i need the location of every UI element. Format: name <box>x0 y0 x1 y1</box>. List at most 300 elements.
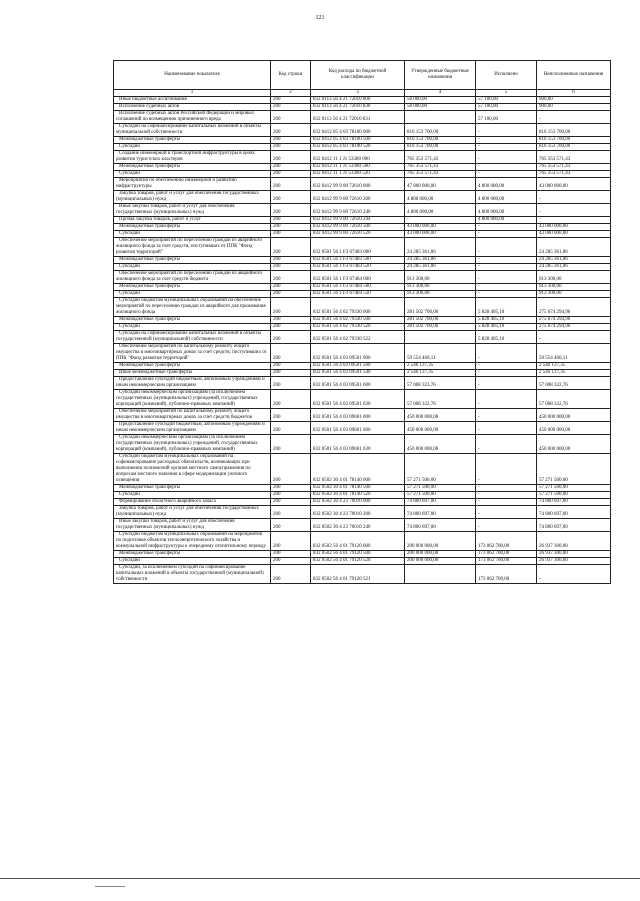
budget-code-cell: 832 0113 56 4 21 72010 830 <box>311 104 405 111</box>
approved-amount-cell: 74 800 697,00 <box>405 519 476 532</box>
budget-code-cell: 832 0502 30 4 01 78140 520 <box>311 492 405 499</box>
page-number: 121 <box>315 15 325 21</box>
budget-code-cell: 832 0501 56 4 02 79330 500 <box>311 317 405 324</box>
remaining-amount-cell: - <box>537 191 611 204</box>
executed-amount-cell: - <box>476 454 537 485</box>
remaining-amount-cell: 59 554 460,11 <box>537 344 611 363</box>
approved-amount-cell: 59 554 460,11 <box>405 344 476 363</box>
budget-code-cell: 832 0501 56 4 02 79330 000 <box>311 298 405 317</box>
executed-amount-cell: - <box>476 151 537 164</box>
executed-amount-cell: 4 800 000,00 <box>476 217 537 224</box>
table-row <box>114 291 611 298</box>
executed-amount-cell: - <box>476 377 537 390</box>
budget-code-cell: 832 0412 11 1 J1 53380 000 <box>311 151 405 164</box>
table-row <box>114 363 611 370</box>
line-code-cell: 200 <box>271 231 311 238</box>
approved-amount-cell: 200 000 000,00 <box>405 551 476 558</box>
approved-amount-cell: 4 800 000,00 <box>405 191 476 204</box>
column-number: 2 <box>271 90 311 97</box>
line-code-cell: 200 <box>271 363 311 370</box>
executed-amount-cell: 173 062 700,00 <box>476 551 537 558</box>
budget-code-cell: 832 0412 05 4 03 78100 000 <box>311 124 405 137</box>
line-code-cell: 200 <box>271 317 311 324</box>
table-row <box>114 331 611 344</box>
remaining-amount-cell: - <box>537 331 611 344</box>
budget-code-cell: 832 0501 56 4 03 09501 500 <box>311 363 405 370</box>
executed-amount-cell: - <box>476 499 537 506</box>
line-code-cell: 200 <box>271 390 311 409</box>
line-code-cell: 200 <box>271 519 311 532</box>
budget-code-cell: 832 0412 99 9 00 72610 200 <box>311 191 405 204</box>
executed-amount-cell: 4 800 000,00 <box>476 178 537 191</box>
table-row <box>114 151 611 164</box>
line-code-cell: 200 <box>271 492 311 499</box>
indicator-name-cell: Иные бюджетные ассигнования <box>114 97 271 104</box>
approved-amount-cell: 765 353 571,43 <box>405 171 476 178</box>
remaining-amount-cell: 24 285 361,06 <box>537 257 611 264</box>
budget-code-cell: 832 0501 56 1 F3 67484 500 <box>311 284 405 291</box>
budget-code-cell: 832 0501 56 4 03 09601 630 <box>311 435 405 454</box>
column-header: Неисполненные назначения <box>537 61 611 90</box>
indicator-name-cell: Субсидии <box>114 291 271 298</box>
line-code-cell: 200 <box>271 137 311 144</box>
remaining-amount-cell: 2 546 137,35 <box>537 363 611 370</box>
budget-code-cell: 832 0412 99 9 00 72610 520 <box>311 231 405 238</box>
line-code-cell: 200 <box>271 344 311 363</box>
remaining-amount-cell: 57 271 500,00 <box>537 454 611 485</box>
indicator-name-cell: Предоставление субсидий бюджетным, автономным учреждениям и иным некоммерческим организациям <box>114 422 271 435</box>
indicator-name-cell: Субсидии некоммерческим организациям (за исключением государственных (муниципальных) учреждений, государственных корпораций (компаний), публично-правовых компаний) <box>114 435 271 454</box>
remaining-amount-cell: 43 000 000,00 <box>537 224 611 231</box>
line-code-cell: 200 <box>271 164 311 171</box>
indicator-name-cell: Субсидии <box>114 324 271 331</box>
column-number-row <box>114 90 611 97</box>
indicator-name-cell: Иные закупки товаров, работ и услуг для обеспечения государственных (муниципальных) нужд <box>114 519 271 532</box>
line-code-cell: 200 <box>271 506 311 519</box>
remaining-amount-cell: 57 008 322,76 <box>537 377 611 390</box>
remaining-amount-cell: 450 000 000,00 <box>537 435 611 454</box>
line-code-cell: 200 <box>271 191 311 204</box>
remaining-amount-cell: - <box>537 111 611 124</box>
indicator-name-cell: Субсидии <box>114 264 271 271</box>
budget-code-cell: 832 0502 56 4 01 79120 521 <box>311 565 405 584</box>
approved-amount-cell: 24 285 361,06 <box>405 264 476 271</box>
approved-amount-cell: 450 000 000,00 <box>405 435 476 454</box>
budget-code-cell: 832 0501 56 1 F3 67483 000 <box>311 238 405 257</box>
remaining-amount-cell: - <box>537 204 611 217</box>
approved-amount-cell: 200 000 000,00 <box>405 532 476 551</box>
budget-code-cell: 832 0501 56 1 F3 67483 500 <box>311 257 405 264</box>
executed-amount-cell: 5 828 405,10 <box>476 298 537 317</box>
table-row <box>114 499 611 506</box>
remaining-amount-cell: 57 271 500,00 <box>537 492 611 499</box>
indicator-name-cell: Межбюджетные трансферты <box>114 257 271 264</box>
line-code-cell: 200 <box>271 454 311 485</box>
executed-amount-cell: - <box>476 492 537 499</box>
executed-amount-cell: 5 828 405,10 <box>476 317 537 324</box>
table-row <box>114 298 611 317</box>
approved-amount-cell: 57 008 322,76 <box>405 377 476 390</box>
line-code-cell: 200 <box>271 151 311 164</box>
remaining-amount-cell: - <box>537 217 611 224</box>
executed-amount-cell: - <box>476 171 537 178</box>
budget-code-cell: 832 0501 56 4 03 09501 540 <box>311 370 405 377</box>
remaining-amount-cell: 26 937 300,00 <box>537 532 611 551</box>
indicator-name-cell: Предоставление субсидий бюджетным, автономным учреждениям и иным некоммерческим организациям <box>114 377 271 390</box>
remaining-amount-cell: 24 285 361,06 <box>537 238 611 257</box>
indicator-name-cell: Закупка товаров, работ и услуг для обеспечения государственных (муниципальных) нужд <box>114 506 271 519</box>
indicator-name-cell: Обеспечение мероприятий по капитальному ремонту общего имущества в многоквартирных домах за счет средств бюджетов <box>114 409 271 422</box>
indicator-name-cell: Межбюджетные трансферты <box>114 485 271 492</box>
executed-amount-cell: - <box>476 264 537 271</box>
budget-code-cell: 832 0113 56 4 21 72010 800 <box>311 97 405 104</box>
budget-code-cell: 832 0501 56 1 F3 67484 000 <box>311 271 405 284</box>
budget-code-cell: 832 0412 11 1 J1 53380 500 <box>311 164 405 171</box>
approved-amount-cell: 281 502 700,06 <box>405 298 476 317</box>
column-header: Утвержденные бюджетные назначения <box>405 61 476 90</box>
executed-amount-cell: - <box>476 344 537 363</box>
executed-amount-cell: - <box>476 506 537 519</box>
line-code-cell: 200 <box>271 532 311 551</box>
executed-amount-cell: - <box>476 435 537 454</box>
executed-amount-cell: - <box>476 271 537 284</box>
indicator-name-cell: Межбюджетные трансферты <box>114 137 271 144</box>
table-row <box>114 238 611 257</box>
approved-amount-cell: 57 008 322,76 <box>405 390 476 409</box>
table-row <box>114 519 611 532</box>
executed-amount-cell: - <box>476 390 537 409</box>
approved-amount-cell: 74 800 697,00 <box>405 499 476 506</box>
executed-amount-cell: 5 828 405,10 <box>476 331 537 344</box>
indicator-name-cell: Межбюджетные трансферты <box>114 317 271 324</box>
remaining-amount-cell: 26 937 300,00 <box>537 551 611 558</box>
table-row <box>114 271 611 284</box>
budget-code-cell: 832 0502 30 4 23 70010 000 <box>311 499 405 506</box>
column-header: Наименование показателя <box>114 61 271 90</box>
approved-amount-cell: 47 800 000,00 <box>405 178 476 191</box>
remaining-amount-cell: 43 000 000,00 <box>537 178 611 191</box>
remaining-amount-cell: 765 353 571,43 <box>537 164 611 171</box>
budget-code-cell: 832 0113 56 4 21 72010 831 <box>311 111 405 124</box>
executed-amount-cell: - <box>476 224 537 231</box>
budget-code-cell: 832 0501 56 4 03 09601 000 <box>311 409 405 422</box>
line-code-cell: 200 <box>271 97 311 104</box>
line-code-cell: 200 <box>271 291 311 298</box>
approved-amount-cell: - <box>405 217 476 224</box>
approved-amount-cell: 24 285 361,06 <box>405 257 476 264</box>
remaining-amount-cell: 765 353 571,43 <box>537 171 611 178</box>
executed-amount-cell: 173 062 700,00 <box>476 565 537 584</box>
executed-amount-cell: 4 800 000,00 <box>476 204 537 217</box>
line-code-cell: 200 <box>271 284 311 291</box>
remaining-amount-cell: 450 000 000,00 <box>537 409 611 422</box>
executed-amount-cell: - <box>476 485 537 492</box>
executed-amount-cell: - <box>476 257 537 264</box>
line-code-cell: 200 <box>271 298 311 317</box>
table-row <box>114 104 611 111</box>
column-number: 4 <box>405 90 476 97</box>
executed-amount-cell: - <box>476 370 537 377</box>
column-number: 1 <box>114 90 271 97</box>
budget-code-cell: 832 0412 99 9 00 72610 000 <box>311 178 405 191</box>
line-code-cell: 200 <box>271 171 311 178</box>
executed-amount-cell: - <box>476 422 537 435</box>
remaining-amount-cell: - <box>537 565 611 584</box>
column-number: 6 <box>537 90 611 97</box>
line-code-cell: 200 <box>271 324 311 331</box>
budget-code-cell: 832 0502 30 4 23 70010 240 <box>311 519 405 532</box>
indicator-name-cell: Субсидии бюджетам муниципальных образований на обеспечение мероприятий по переселению граждан из аварийного для проживания жилищного фонда <box>114 298 271 317</box>
approved-amount-cell: 57 271 500,00 <box>405 454 476 485</box>
remaining-amount-cell: 816 153 700,00 <box>537 124 611 137</box>
approved-amount-cell: 816 153 700,00 <box>405 144 476 151</box>
table-row <box>114 257 611 264</box>
line-code-cell: 200 <box>271 264 311 271</box>
remaining-amount-cell: 913 300,00 <box>537 284 611 291</box>
table-row <box>114 435 611 454</box>
approved-amount-cell: 58 000,00 <box>405 97 476 104</box>
executed-amount-cell: 173 062 700,00 <box>476 532 537 551</box>
page-bottom-rule <box>0 878 640 879</box>
table-row <box>114 191 611 204</box>
indicator-name-cell: Обеспечение мероприятий по переселению граждан из аварийного жилищного фонда за счет средств бюджета <box>114 271 271 284</box>
table-row <box>114 370 611 377</box>
budget-code-cell: 832 0502 56 4 01 79120 520 <box>311 558 405 565</box>
executed-amount-cell: - <box>476 124 537 137</box>
approved-amount-cell: 74 800 697,00 <box>405 506 476 519</box>
remaining-amount-cell: 765 353 571,43 <box>537 151 611 164</box>
line-code-cell: 200 <box>271 204 311 217</box>
budget-code-cell: 832 0501 56 4 03 09601 600 <box>311 422 405 435</box>
indicator-name-cell: Субсидии, за исключением субсидий на софинансирование капитальных вложений в объекты государственной (муниципальной) собственности <box>114 565 271 584</box>
line-code-cell: 200 <box>271 499 311 506</box>
approved-amount-cell: 57 271 500,00 <box>405 485 476 492</box>
table-row <box>114 171 611 178</box>
line-code-cell: 200 <box>271 409 311 422</box>
remaining-amount-cell: 816 153 700,00 <box>537 144 611 151</box>
line-code-cell: 200 <box>271 238 311 257</box>
remaining-amount-cell: 275 674 294,96 <box>537 324 611 331</box>
indicator-name-cell: Межбюджетные трансферты <box>114 551 271 558</box>
executed-amount-cell: - <box>476 284 537 291</box>
table-row <box>114 164 611 171</box>
table-row <box>114 377 611 390</box>
line-code-cell: 200 <box>271 124 311 137</box>
indicator-name-cell: Обеспечение мероприятий по переселению граждан из аварийного жилищного фонда за счет средств, поступивших от ППК "Фонд развития территорий" <box>114 238 271 257</box>
line-code-cell: 200 <box>271 558 311 565</box>
approved-amount-cell: 765 353 571,43 <box>405 151 476 164</box>
budget-code-cell: 832 0502 30 4 23 70010 200 <box>311 506 405 519</box>
column-number: 5 <box>476 90 537 97</box>
line-code-cell: 200 <box>271 144 311 151</box>
approved-amount-cell: 58 000,00 <box>405 104 476 111</box>
approved-amount-cell <box>405 331 476 344</box>
executed-amount-cell: - <box>476 238 537 257</box>
indicator-name-cell: Субсидии <box>114 231 271 238</box>
table-header-row <box>114 61 611 90</box>
remaining-amount-cell: 900,00 <box>537 97 611 104</box>
remaining-amount-cell: 74 800 697,00 <box>537 499 611 506</box>
table-row <box>114 137 611 144</box>
budget-code-cell: 832 0501 56 4 03 09501 630 <box>311 390 405 409</box>
table-row <box>114 558 611 565</box>
column-header: Исполнено <box>476 61 537 90</box>
indicator-name-cell: Создание инженерной и транспортной инфраструктуры в целях развития туристских кластеров <box>114 151 271 164</box>
indicator-name-cell: Межбюджетные трансферты <box>114 164 271 171</box>
remaining-amount-cell: 43 000 000,00 <box>537 231 611 238</box>
table-row <box>114 224 611 231</box>
table-row <box>114 454 611 485</box>
table-row <box>114 317 611 324</box>
table-row <box>114 144 611 151</box>
line-code-cell: 200 <box>271 435 311 454</box>
table-row <box>114 264 611 271</box>
table-row <box>114 409 611 422</box>
table-row <box>114 284 611 291</box>
approved-amount-cell: 57 271 500,00 <box>405 492 476 499</box>
table-row <box>114 178 611 191</box>
executed-amount-cell: - <box>476 291 537 298</box>
approved-amount-cell: 913 300,00 <box>405 291 476 298</box>
table-row <box>114 390 611 409</box>
executed-amount-cell: - <box>476 231 537 238</box>
approved-amount-cell: 281 502 700,06 <box>405 317 476 324</box>
remaining-amount-cell: 275 674 294,96 <box>537 317 611 324</box>
line-code-cell: 200 <box>271 257 311 264</box>
executed-amount-cell: - <box>476 164 537 171</box>
line-code-cell: 200 <box>271 565 311 584</box>
budget-code-cell: 832 0501 56 1 F3 67484 520 <box>311 291 405 298</box>
executed-amount-cell: 173 062 700,00 <box>476 558 537 565</box>
budget-execution-table <box>113 60 611 584</box>
page-bottom-mark <box>95 886 125 887</box>
executed-amount-cell: - <box>476 137 537 144</box>
budget-code-cell: 832 0502 56 4 01 79120 500 <box>311 551 405 558</box>
line-code-cell: 200 <box>271 111 311 124</box>
indicator-name-cell: Иные межбюджетные трансферты <box>114 370 271 377</box>
approved-amount-cell: 913 300,00 <box>405 271 476 284</box>
line-code-cell: 200 <box>271 331 311 344</box>
approved-amount-cell: 450 000 000,00 <box>405 409 476 422</box>
budget-code-cell: 832 0412 05 4 03 78100 500 <box>311 137 405 144</box>
table-body <box>114 97 611 584</box>
remaining-amount-cell: 24 285 361,06 <box>537 264 611 271</box>
indicator-name-cell: Исполнение судебных актов <box>114 104 271 111</box>
remaining-amount-cell: 57 008 322,76 <box>537 390 611 409</box>
budget-code-cell: 832 0412 99 9 00 72610 500 <box>311 224 405 231</box>
table-row <box>114 506 611 519</box>
remaining-amount-cell: 275 674 294,96 <box>537 298 611 317</box>
executed-amount-cell: 57 100,00 <box>476 97 537 104</box>
table-row <box>114 344 611 363</box>
indicator-name-cell: Межбюджетные трансферты <box>114 284 271 291</box>
executed-amount-cell: 4 800 000,00 <box>476 191 537 204</box>
budget-code-cell: 832 0501 56 4 03 09501 000 <box>311 344 405 363</box>
indicator-name-cell: Межбюджетные трансферты <box>114 363 271 370</box>
approved-amount-cell: 43 000 000,00 <box>405 224 476 231</box>
remaining-amount-cell: 900,00 <box>537 104 611 111</box>
approved-amount-cell: 200 000 000,00 <box>405 558 476 565</box>
table-row <box>114 124 611 137</box>
line-code-cell: 200 <box>271 370 311 377</box>
table-row <box>114 492 611 499</box>
budget-code-cell: 832 0412 11 1 J1 53380 520 <box>311 171 405 178</box>
remaining-amount-cell: 450 000 000,00 <box>537 422 611 435</box>
indicator-name-cell: Субсидии бюджетам муниципальных образований на мероприятия по подготовке объектов теплоэнергетического хозяйства и коммунальной инфраструктуры к очередному отопительному периоду <box>114 532 271 551</box>
line-code-cell: 200 <box>271 224 311 231</box>
approved-amount-cell: 281 502 700,06 <box>405 324 476 331</box>
budget-code-cell: 832 0501 56 4 03 09501 600 <box>311 377 405 390</box>
remaining-amount-cell: 913 300,00 <box>537 291 611 298</box>
indicator-name-cell: Закупка товаров, работ и услуг для обеспечения государственных (муниципальных) нужд <box>114 191 271 204</box>
budget-code-cell: 832 0412 05 4 03 78100 520 <box>311 144 405 151</box>
line-code-cell: 200 <box>271 104 311 111</box>
remaining-amount-cell: 816 153 700,00 <box>537 137 611 144</box>
table-row <box>114 217 611 224</box>
executed-amount-cell: 57 100,00 <box>476 111 537 124</box>
budget-code-cell: 832 0502 30 4 01 78140 000 <box>311 454 405 485</box>
budget-code-cell: 832 0412 99 9 00 72610 244 <box>311 217 405 224</box>
indicator-name-cell: Субсидии <box>114 144 271 151</box>
table-row <box>114 324 611 331</box>
budget-code-cell: 832 0502 56 4 01 79120 000 <box>311 532 405 551</box>
indicator-name-cell: Обеспечение мероприятий по капитальному ремонту общего имущества в многоквартирных домах за счет средств, поступивших от ППК "Фонд развития территорий" <box>114 344 271 363</box>
indicator-name-cell: Субсидии бюджетам муниципальных образований на софинансирование расходных обязательств, возникающих при выполнении полномочий органов местного самоуправления по вопросам местного значения в сфере модернизации уличного освещения <box>114 454 271 485</box>
table-row <box>114 551 611 558</box>
executed-amount-cell: - <box>476 409 537 422</box>
line-code-cell: 200 <box>271 551 311 558</box>
indicator-name-cell: Исполнение судебных актов Российской Федерации и мировых соглашений по возмещению причиненного вреда <box>114 111 271 124</box>
line-code-cell: 200 <box>271 178 311 191</box>
table-row <box>114 97 611 104</box>
remaining-amount-cell: 26 937 300,00 <box>537 558 611 565</box>
approved-amount-cell: 24 285 361,06 <box>405 238 476 257</box>
remaining-amount-cell: 74 800 697,00 <box>537 519 611 532</box>
executed-amount-cell: - <box>476 363 537 370</box>
remaining-amount-cell: 913 300,00 <box>537 271 611 284</box>
column-number: 3 <box>311 90 405 97</box>
indicator-name-cell: Субсидии <box>114 171 271 178</box>
approved-amount-cell: 43 000 000,00 <box>405 231 476 238</box>
executed-amount-cell: - <box>476 144 537 151</box>
indicator-name-cell: Иные закупки товаров, работ и услуг для обеспечения государственных (муниципальных) нужд <box>114 204 271 217</box>
remaining-amount-cell: 2 546 137,35 <box>537 370 611 377</box>
indicator-name-cell: Субсидии некоммерческим организациям (за исключением государственных (муниципальных) учреждений, государственных корпораций (компаний), публично-правовых компаний) <box>114 390 271 409</box>
line-code-cell: 200 <box>271 217 311 224</box>
indicator-name-cell: Межбюджетные трансферты <box>114 224 271 231</box>
executed-amount-cell: 57 100,00 <box>476 104 537 111</box>
approved-amount-cell: 913 300,00 <box>405 284 476 291</box>
approved-amount-cell: 2 546 137,35 <box>405 370 476 377</box>
table-row <box>114 231 611 238</box>
budget-code-cell: 832 0501 56 4 02 79330 522 <box>311 331 405 344</box>
table-row <box>114 485 611 492</box>
line-code-cell: 200 <box>271 422 311 435</box>
budget-code-cell: 832 0412 99 9 00 72610 240 <box>311 204 405 217</box>
indicator-name-cell: Формирование областного аварийного запаса <box>114 499 271 506</box>
column-header: Код строки <box>271 61 311 90</box>
approved-amount-cell: 2 546 137,35 <box>405 363 476 370</box>
line-code-cell: 200 <box>271 271 311 284</box>
line-code-cell: 200 <box>271 377 311 390</box>
indicator-name-cell: Субсидии на софинансирование капитальных вложений в объекты муниципальной собственности <box>114 124 271 137</box>
indicator-name-cell: Субсидии <box>114 558 271 565</box>
column-header: Код расхода по бюджетной классификации <box>311 61 405 90</box>
approved-amount-cell: 4 800 000,00 <box>405 204 476 217</box>
approved-amount-cell <box>405 565 476 584</box>
remaining-amount-cell: 57 271 500,00 <box>537 485 611 492</box>
approved-amount-cell: 816 153 700,00 <box>405 124 476 137</box>
